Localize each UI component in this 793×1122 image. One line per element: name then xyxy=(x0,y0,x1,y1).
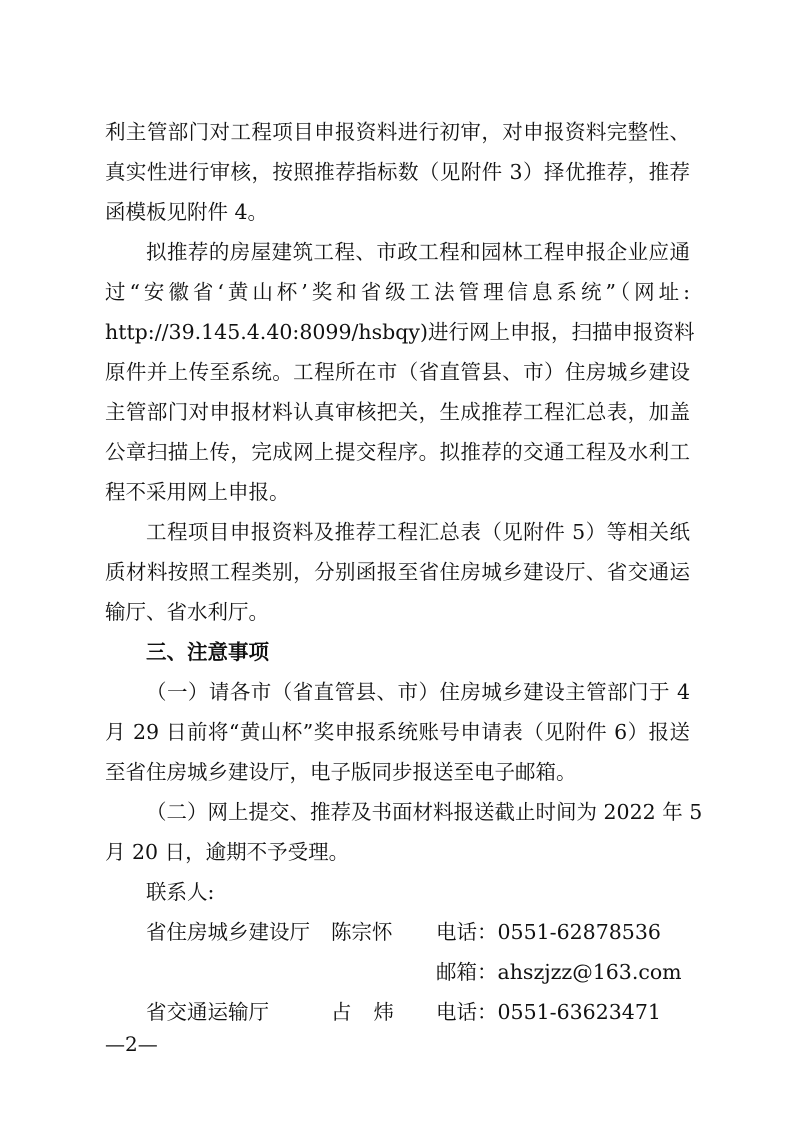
paragraph-line: 至省住房城乡建设厅，电子版同步报送至电子邮箱。 xyxy=(105,760,577,784)
paragraph-line: （二）网上提交、推荐及书面材料报送截止时间为 2022 年 5 xyxy=(146,800,703,824)
contact-row xyxy=(146,914,706,950)
contact-phone: 电话：0551-62878536 xyxy=(436,920,661,944)
paragraph-line: 真实性进行审核，按照推荐指标数（见附件 3）择优推荐，推荐 xyxy=(105,160,690,184)
paragraph-line: 月 20 日，逾期不予受理。 xyxy=(105,840,350,864)
paragraph-line: 公章扫描上传，完成网上提交程序。拟推荐的交通工程及水利工 xyxy=(105,440,690,464)
contact-name: 陈宗怀 xyxy=(331,920,393,944)
contact-email: 邮箱：ahszjzz@163.com xyxy=(436,960,682,984)
paragraph-line: 主管部门对申报材料认真审核把关，生成推荐工程汇总表，加盖 xyxy=(105,400,690,424)
contact-department: 省交通运输厅 xyxy=(146,1000,269,1024)
paragraph-line: 原件并上传至系统。工程所在市（省直管县、市）住房城乡建设 xyxy=(105,360,690,384)
paragraph-line: 过“安徽省‘黄山杯’奖和省级工法管理信息系统”（网址: xyxy=(105,280,690,304)
paragraph-line: （一）请各市（省直管县、市）住房城乡建设主管部门于 4 xyxy=(146,680,690,704)
section-heading: 三、注意事项 xyxy=(146,640,269,664)
paragraph-line: http://39.145.4.40:8099/hsbqy)进行网上申报，扫描申报资料 xyxy=(105,320,695,344)
contacts-label: 联系人: xyxy=(146,880,215,904)
paragraph-line: 拟推荐的房屋建筑工程、市政工程和园林工程申报企业应通 xyxy=(146,240,690,264)
paragraph-line: 质材料按照工程类别，分别函报至省住房城乡建设厅、省交通运 xyxy=(105,560,690,584)
page-number: —2— xyxy=(105,1032,158,1056)
paragraph-line: 利主管部门对工程项目申报资料进行初审，对申报资料完整性、 xyxy=(105,120,690,144)
paragraph-line: 函模板见附件 4。 xyxy=(105,200,269,224)
paragraph-line: 工程项目申报资料及推荐工程汇总表（见附件 5）等相关纸 xyxy=(146,520,690,544)
contact-department: 省住房城乡建设厅 xyxy=(146,920,310,944)
contact-name: 占炜 xyxy=(331,1000,416,1024)
paragraph-line: 程不采用网上申报。 xyxy=(105,480,290,504)
paragraph-line: 输厅、省水利厅。 xyxy=(105,600,269,624)
contact-phone: 电话：0551-63623471 xyxy=(436,1000,661,1024)
paragraph-line: 月 29 日前将“黄山杯”奖申报系统账号申请表（见附件 6）报送 xyxy=(105,720,690,744)
contact-row xyxy=(146,994,706,1030)
contact-row xyxy=(146,954,706,990)
